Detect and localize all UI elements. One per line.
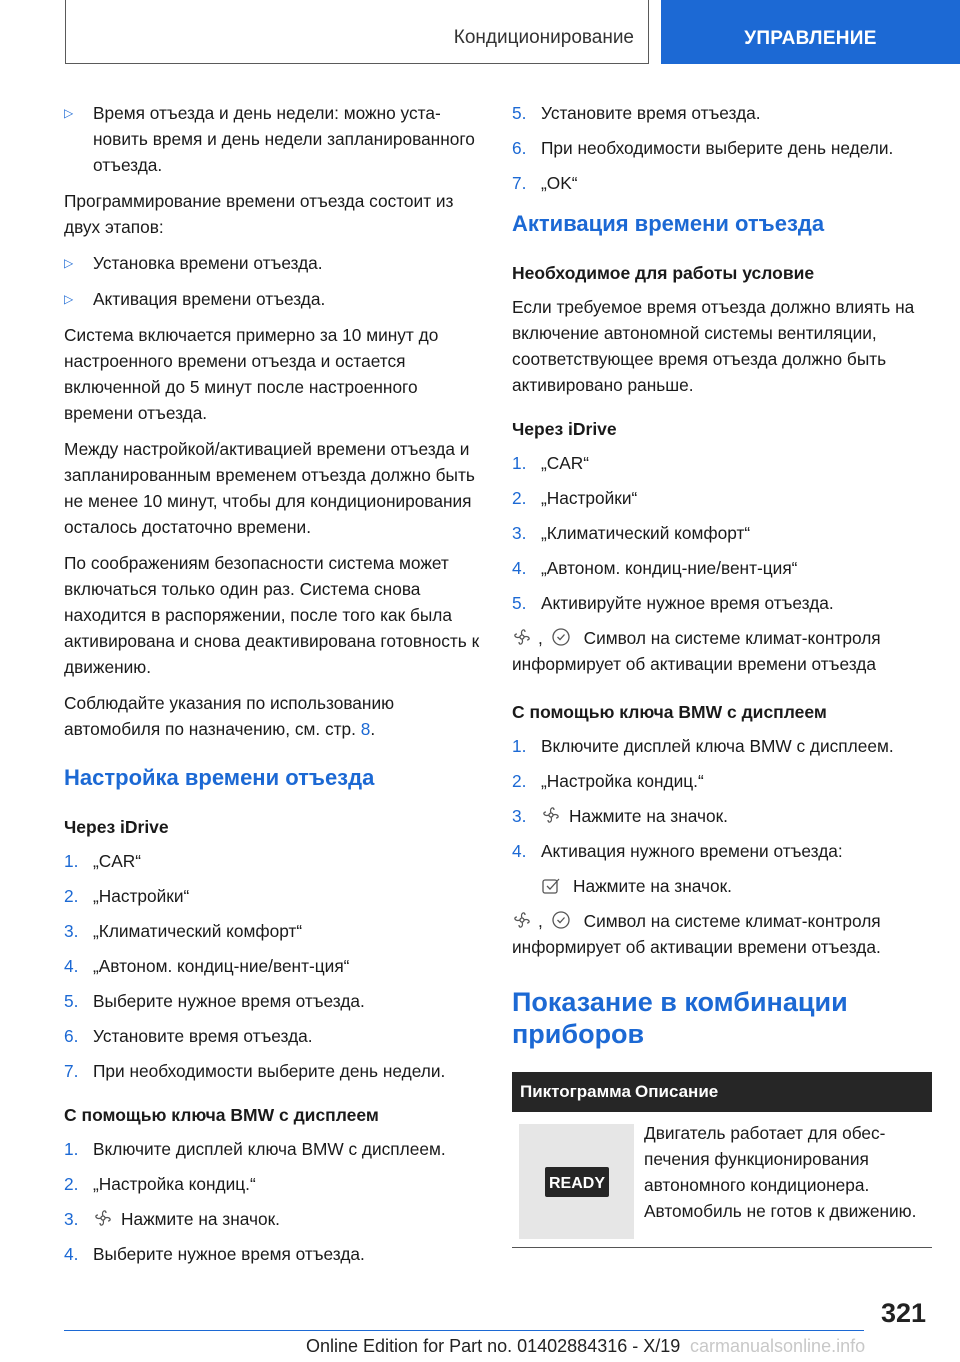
bullet-text: Активация времени отъезда. (93, 289, 326, 309)
step-number: 3. (64, 1209, 79, 1229)
step-text: Установите время отъезда. (541, 103, 761, 123)
fan-icon (541, 805, 561, 825)
symbol-note: , Символ на системе климат-контроля информирует об активации времени отъезда (512, 628, 881, 674)
clock-icon (551, 627, 571, 647)
step-text: При необходимости выберите день недели. (541, 138, 894, 158)
pictogram-table (512, 1072, 932, 1248)
table-row (512, 1112, 932, 1248)
sub-step (512, 873, 932, 899)
triangle-bullet-icon: ▷ (64, 256, 74, 270)
list-item (64, 1136, 482, 1162)
list-item (512, 590, 932, 616)
step-text: „Настройка кондиц.“ (541, 771, 704, 791)
bullet-text: Время отъезда и день недели: можно установить время и день недели запланированного отъезда. (93, 103, 475, 175)
step-number: 1. (512, 453, 527, 473)
step-number: 2. (512, 488, 527, 508)
section-heading: Настройка времени отъезда (64, 765, 375, 790)
step-number: 4. (512, 558, 527, 578)
list-item (512, 485, 932, 511)
list-item (512, 170, 932, 196)
paragraph: Если требуемое время отъезда должно влиять на включение автономной системы вентиляции, соответствующее время отъезда должно быть активировано раньше. (512, 297, 915, 395)
key-activation-steps-list (512, 733, 932, 899)
step-number: 1. (64, 851, 79, 871)
step-text: Активируйте нужное время отъезда. (541, 593, 834, 613)
fan-icon (93, 1208, 113, 1228)
header-section (65, 0, 649, 64)
list-item (64, 1206, 482, 1232)
step-content (541, 803, 728, 829)
step-text: При необходимости выберите день недели. (93, 1061, 446, 1081)
ready-pictogram (519, 1124, 634, 1239)
step-number: 1. (512, 736, 527, 756)
fan-icon (512, 627, 532, 647)
paragraph (64, 690, 482, 742)
step-number: 2. (64, 886, 79, 906)
paragraph: Между настройкой/активацией времени отъезда и запланированным временем отъезда должно быть не менее 10 минут, чтобы для кондиционирования осталось достаточно времени. (64, 439, 475, 537)
step-text: „CAR“ (93, 851, 141, 871)
idrive-steps-list (64, 848, 482, 1084)
step-number: 2. (512, 771, 527, 791)
step-number: 5. (512, 593, 527, 613)
step-text: Нажмите на значок. (121, 1209, 280, 1229)
list-item (64, 1171, 482, 1197)
fan-icon (512, 910, 532, 930)
list-item (64, 848, 482, 874)
checkbox-icon (541, 876, 561, 896)
paragraph: Система включается примерно за 10 минут до настроенного времени отъезда и остается включенной до 5 минут после настроенного времени отъезда. (64, 325, 439, 423)
step-number: 2. (64, 1174, 79, 1194)
step-number: 3. (64, 921, 79, 941)
step-number: 7. (64, 1061, 79, 1081)
paragraph-text: Соблюдайте указания по использованию автомобиля по назначению, см. стр. (64, 693, 395, 739)
subheading: Необходимое для работы условие (512, 263, 815, 283)
step-text: „Автоном. кондиц-ние/вент-ция“ (93, 956, 350, 976)
step-number: 6. (64, 1026, 79, 1046)
key-steps-list (64, 1136, 482, 1267)
step-text: „Климатический комфорт“ (93, 921, 303, 941)
step-text: Включите дисплей ключа BMW с дисплеем. (541, 736, 894, 756)
bullet-item (64, 286, 482, 312)
list-item (64, 918, 482, 944)
paragraph: По соображениям безопасности система может включаться только один раз. Система снова находится в распоряжении, после того как была активирована и снова деактивирована готовность к движению. (64, 553, 480, 677)
subheading: Через iDrive (64, 817, 169, 837)
bullet-item (64, 100, 482, 178)
step-text: „OK“ (541, 173, 578, 193)
footer-edition: Online Edition for Part no. 01402884316 - X/19 (306, 1336, 681, 1356)
header-chapter-title: УПРАВЛЕНИЕ (744, 28, 877, 49)
ready-icon (545, 1167, 609, 1197)
idrive-activation-steps-list (512, 450, 932, 616)
step-number: 4. (64, 956, 79, 976)
symbol-note: , Символ на системе климат-контроля информирует об активации времени отъезда. (512, 911, 881, 957)
step-text: Установите время отъезда. (93, 1026, 313, 1046)
header-chapter (661, 0, 960, 64)
step-text: „Настройка кондиц.“ (93, 1174, 256, 1194)
step-text: „Настройки“ (541, 488, 638, 508)
triangle-bullet-icon: ▷ (64, 292, 74, 306)
bullet-text: Установка времени отъезда. (93, 253, 323, 273)
paragraph-end: . (370, 719, 376, 739)
step-text: Нажмите на значок. (573, 876, 732, 896)
footer-watermark: carmanualsonline.info (690, 1336, 866, 1356)
step-number: 1. (64, 1139, 79, 1159)
list-item (64, 953, 482, 979)
step-number: 4. (512, 841, 527, 861)
table-header-description: Описание (635, 1082, 719, 1101)
step-number: 5. (64, 991, 79, 1011)
page-number: 321 (880, 1298, 926, 1328)
list-item (512, 135, 932, 161)
list-item (512, 555, 932, 581)
list-item (512, 838, 932, 864)
section-heading: Показание в комбинации приборов (512, 987, 848, 1049)
step-text: „Климатический комфорт“ (541, 523, 751, 543)
footer-divider (64, 1330, 864, 1331)
section-heading: Активация времени отъезда (512, 211, 825, 236)
table-header-pictogram: Пиктограмма (520, 1082, 631, 1101)
clock-icon (551, 910, 571, 930)
step-text: Включите дисплей ключа BMW с дисплеем. (93, 1139, 446, 1159)
bullet-item (64, 250, 482, 276)
svg-text:READY: READY (548, 1174, 605, 1192)
left-column (64, 100, 482, 1281)
list-item (64, 1058, 482, 1084)
header-section-title: Кондиционирование (453, 27, 634, 48)
step-number: 5. (512, 103, 527, 123)
step-text: Активация нужного времени отъезда: (541, 841, 843, 861)
list-item (64, 988, 482, 1014)
list-item (512, 768, 932, 794)
step-text: „Настройки“ (93, 886, 190, 906)
step-text: Выберите нужное время отъезда. (93, 1244, 365, 1264)
table-cell-description: Двигатель работает для обеспечения функционирования автономного кондиционера. Автомобиль не готов к движению. (644, 1123, 917, 1221)
subheading: С помощью ключа BMW с дисплеем (512, 702, 827, 722)
list-item (64, 883, 482, 909)
continued-steps-list (512, 100, 932, 196)
right-column (512, 100, 932, 1248)
subheading: Через iDrive (512, 419, 617, 439)
step-text: „CAR“ (541, 453, 589, 473)
symbol-note-text: Символ на системе климат-контроля информирует об активации времени отъезда. (512, 911, 881, 957)
paragraph: Программирование времени отъезда состоит из двух этапов: (64, 191, 454, 237)
list-item (64, 1241, 482, 1267)
step-number: 3. (512, 806, 527, 826)
step-number: 6. (512, 138, 527, 158)
step-text: „Автоном. кондиц-ние/вент-ция“ (541, 558, 798, 578)
step-number: 7. (512, 173, 527, 193)
step-text: Выберите нужное время отъезда. (93, 991, 365, 1011)
symbol-note-text: Символ на системе климат-контроля информирует об активации времени отъезда (512, 628, 881, 674)
list-item (512, 450, 932, 476)
step-text: Нажмите на значок. (569, 806, 728, 826)
page-reference-link[interactable]: 8 (360, 719, 371, 739)
subheading: С помощью ключа BMW с дисплеем (64, 1105, 379, 1125)
list-item (512, 803, 932, 829)
step-number: 3. (512, 523, 527, 543)
table-header (512, 1072, 932, 1112)
list-item (64, 1023, 482, 1049)
list-item (512, 520, 932, 546)
step-number: 4. (64, 1244, 79, 1264)
triangle-bullet-icon: ▷ (64, 106, 74, 120)
step-content (93, 1206, 280, 1232)
list-item (512, 100, 932, 126)
list-item (512, 733, 932, 759)
